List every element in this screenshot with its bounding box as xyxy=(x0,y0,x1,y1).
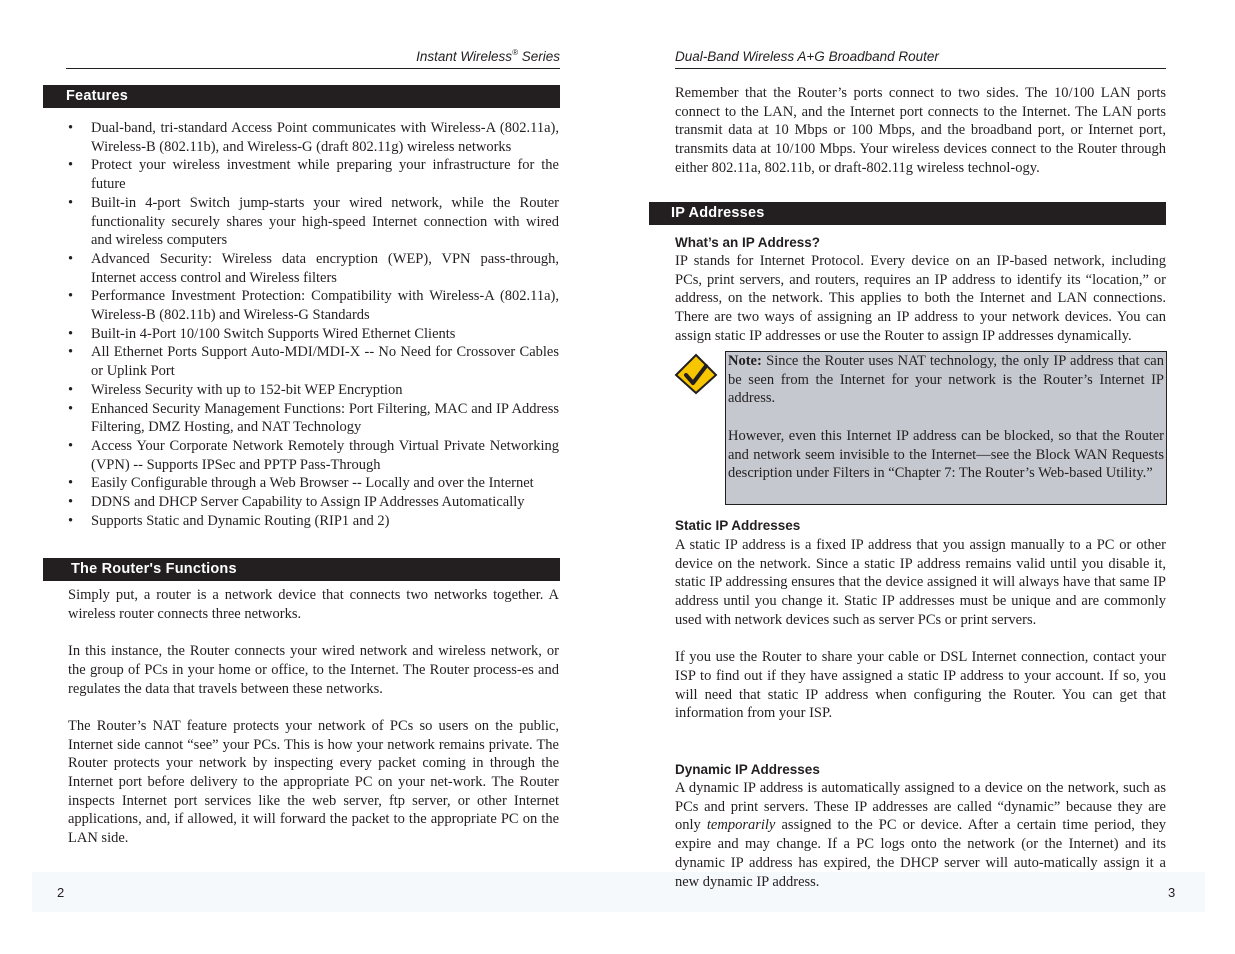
feature-item xyxy=(68,474,559,493)
whats-ip-heading: What’s an IP Address? xyxy=(675,235,821,250)
dynamic-ip-body xyxy=(675,779,1166,891)
section-title: The Router's Functions xyxy=(71,561,237,577)
bullet-glyph: • xyxy=(68,512,74,529)
feature-text: Access Your Corporate Network Remotely through Virtual Private Networking (VPN) -- Supports IPSec and PPTP Pass-Through xyxy=(91,437,559,473)
page-number: 3 xyxy=(1168,885,1176,900)
feature-item xyxy=(68,194,559,250)
section-title: IP Addresses xyxy=(671,205,765,221)
bullet-glyph: • xyxy=(68,400,74,417)
feature-item xyxy=(68,493,559,512)
functions-section-bar xyxy=(43,558,560,581)
feature-item xyxy=(68,343,559,380)
text-run: A dynamic IP address is automatically assigned to a device on the network, such as PCs and print servers. These IP addresses are called “dynamic” because they are only xyxy=(675,780,1166,834)
feature-text: Wireless Security with up to 152-bit WEP Encryption xyxy=(91,381,403,398)
bullet-glyph: • xyxy=(68,194,74,211)
functions-body xyxy=(68,586,559,848)
feature-text: Protect your wireless investment while preparing your infrastructure for the future xyxy=(91,157,559,193)
paragraph: In this instance, the Router connects your wired network and wireless network, or the group of PCs in your home or office, to the Internet. The Router process-es and regulates the data that travels between these networks. xyxy=(68,643,559,697)
paragraph: If you use the Router to share your cable or DSL Internet connection, contact your ISP to find out if they have assigned a static IP address to your account. If so, you will need that static IP address when configuring the Router. You can get that information from your ISP. xyxy=(675,649,1166,722)
paragraph: Simply put, a router is a network device that connects two networks together. A wireless router connects three networks. xyxy=(68,587,559,622)
emphasis: temporarily xyxy=(706,817,776,834)
static-ip-body xyxy=(675,536,1166,723)
feature-text: Easily Configurable through a Web Browser -- Locally and over the Internet xyxy=(91,475,534,492)
feature-text: Built-in 4-port Switch jump-starts your wired network, while the Router functionality securely shares your high-speed Internet connection with wired and wireless computers xyxy=(91,194,559,249)
feature-text: All Ethernet Ports Support Auto-MDI/MDI-X -- No Need for Crossover Cables or Uplink Port xyxy=(91,344,559,380)
feature-item xyxy=(68,119,559,156)
feature-item xyxy=(68,156,559,193)
feature-item xyxy=(68,381,559,400)
feature-item xyxy=(68,512,559,531)
bullet-glyph: • xyxy=(68,325,74,342)
static-ip-heading: Static IP Addresses xyxy=(675,518,801,533)
text-run: assigned to the PC or device. After a certain time period, they expire and may change. If a PC logs onto the network (or the Internet) and its dynamic IP address has expired, the DHCP server will auto-matically assign it a new dynamic IP address. xyxy=(675,817,1167,890)
whats-ip-text: IP stands for Internet Protocol. Every device on an IP-based network, including PCs, print servers, and routers, requires an IP address to identify its “location,” or address, on the network. This applies to both the Internet and LAN connections. There are two ways of assigning an IP address to your network devices. You can assign static IP addresses or use the Router to assign IP addresses dynamically. xyxy=(675,253,1166,344)
bullet-glyph: • xyxy=(68,475,74,492)
feature-item xyxy=(68,325,559,344)
bullet-glyph: • xyxy=(68,381,74,398)
feature-text: Dual-band, tri-standard Access Point communicates with Wireless-A (802.11a), Wireless-B (802.11b), and Wireless-G (draft 802.11g) wireless networks xyxy=(91,120,559,155)
note-text: Since the Router uses NAT technology, the only IP address that can be seen from the Internet for your network is the Router’s Internet IP address. xyxy=(728,353,1164,407)
note-box xyxy=(725,351,1167,505)
feature-text: Performance Investment Protection: Compatibility with Wireless-A (802.11a), Wireless-B (802.11b) and Wireless-G Standards xyxy=(91,288,559,324)
section-title: Features xyxy=(66,88,129,104)
bullet-glyph: • xyxy=(68,437,74,454)
feature-text: Built-in 4-Port 10/100 Switch Supports Wired Ethernet Clients xyxy=(91,325,456,342)
bullet-glyph: • xyxy=(68,120,74,136)
feature-item xyxy=(68,437,559,474)
feature-text: Advanced Security: Wireless data encryption (WEP), VPN pass-through, Internet access control and Wireless filters xyxy=(91,250,559,286)
paragraph: The Router’s NAT feature protects your network of PCs so users on the public, Internet side cannot “see” your PCs. This is how your network remains private. The Router protects your network by inspecting every packet coming in through the Internet port before delivery to the appropriate PC on your net-work. The Router inspects Internet port services like the web server, ftp server, or other Internet applications, and, if allowed, it will forward the packet to the appropriate PC on the LAN side. xyxy=(68,717,559,847)
bullet-glyph: • xyxy=(68,494,74,511)
feature-text: Enhanced Security Management Functions: Port Filtering, MAC and IP Address Filtering, DMZ Hosting, and NAT Technology xyxy=(91,400,559,436)
bullet-glyph: • xyxy=(68,288,74,305)
dynamic-ip-heading: Dynamic IP Addresses xyxy=(675,762,820,777)
feature-text: Supports Static and Dynamic Routing (RIP1 and 2) xyxy=(91,512,390,529)
feature-item xyxy=(68,400,559,437)
feature-text: DDNS and DHCP Server Capability to Assign IP Addresses Automatically xyxy=(91,494,525,511)
features-list xyxy=(68,119,559,530)
paragraph: A static IP address is a fixed IP address that you assign manually to a PC or other device on the network. Since a static IP address remains valid until you disable it, static IP addressing ensures that the device assigned it will always have that same IP address until you change it. Static IP addresses must be unique and are commonly used with network devices such as server PCs or print servers. xyxy=(675,537,1166,628)
right-running-header: Dual-Band Wireless A+G Broadband Router xyxy=(675,49,1166,69)
ip-section-bar xyxy=(649,202,1166,225)
header-title: Instant Wireless xyxy=(416,49,513,64)
header-suffix: Series xyxy=(517,49,560,64)
registered-mark: ® xyxy=(512,48,518,57)
note-label: Note: xyxy=(728,353,762,369)
page-number: 2 xyxy=(57,885,65,900)
bullet-glyph: • xyxy=(68,157,74,174)
features-section-bar xyxy=(43,85,560,108)
left-running-header xyxy=(66,49,560,69)
checkmark-caution-icon xyxy=(674,353,718,395)
intro-paragraph: Remember that the Router’s ports connect to two sides. The 10/100 LAN ports connect to the LAN, and the Internet port connects to the Internet. The LAN ports transmit data at 10 Mbps or 100 Mbps, and the broadband port, or Internet port, transmits data at 10/100 Mbps. Your wireless devices connect to the Router through either 802.11a, 802.11b, or draft-802.11g wireless technol-ogy. xyxy=(675,85,1166,176)
bullet-glyph: • xyxy=(68,250,74,267)
feature-item xyxy=(68,287,559,324)
bullet-glyph: • xyxy=(68,344,74,361)
note-text: However, even this Internet IP address can be blocked, so that the Router and network seem invisible to the Internet—see the Block WAN Requests description under Filters in “Chapter 7: The Router’s Web-based Utility.” xyxy=(728,427,1164,482)
note-line xyxy=(728,352,1164,408)
feature-item xyxy=(68,250,559,287)
